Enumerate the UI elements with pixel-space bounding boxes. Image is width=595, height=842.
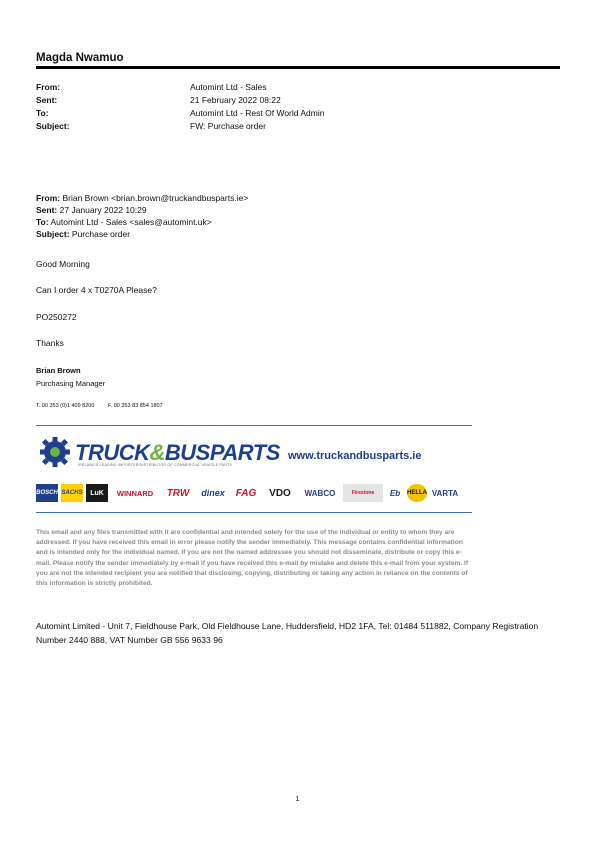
header-to-label: To:: [36, 108, 49, 118]
body-request: Can I order 4 x T0270A Please?: [36, 285, 157, 295]
brand-logo-fag: FAG: [235, 487, 257, 499]
logo-tagline: IRELAND'S LEADING IMPORTER/DISTRIBUTOR OF COMMERCIAL VEHICLE PARTS: [78, 463, 233, 467]
logo-ampersand: &: [149, 440, 165, 465]
brand-logo-trw: TRW: [166, 487, 190, 499]
brand-logo-dinex: dinex: [201, 488, 225, 498]
brand-logo-wabco: WABCO: [304, 488, 336, 498]
forwarded-from-label: From:: [36, 193, 61, 203]
header-from-value: Automint Ltd - Sales: [190, 82, 267, 92]
brand-logo-eberspaecher: Eb: [389, 488, 401, 498]
logo-truck-text: TRUCK: [75, 440, 150, 465]
brand-logo-vdo: VDO: [269, 487, 291, 499]
brand-logo-sachs: SACHS: [61, 484, 83, 502]
brand-logo-hella: HELLA: [407, 484, 427, 502]
banner-top-rule: [36, 425, 472, 426]
body-greeting: Good Morning: [36, 259, 90, 269]
signature-title: Purchasing Manager: [36, 379, 106, 388]
header-from-label: From:: [36, 82, 61, 92]
body-thanks: Thanks: [36, 338, 64, 348]
forwarded-subject-value: Purchase order: [71, 229, 131, 239]
forwarded-from-value[interactable]: Brian Brown <brian.brown@truckandbusparts.ie>: [62, 193, 249, 203]
forwarded-sent: [36, 205, 147, 215]
gear-logo-icon: [38, 435, 72, 469]
brand-logo-luk: LuK: [86, 484, 108, 502]
header-subject-value: FW: Purchase order: [190, 121, 266, 131]
header-rule: [36, 66, 560, 69]
forwarded-sent-label: Sent:: [36, 205, 58, 215]
forwarded-to-value[interactable]: Automint Ltd - Sales <sales@automint.uk>: [50, 217, 212, 227]
banner-bottom-rule: [36, 512, 472, 513]
body-po-number: PO250272: [36, 312, 77, 322]
signature-fax: F. 00 353 83 854 1807: [107, 403, 163, 409]
company-address: Automint Limited - Unit 7, Fieldhouse Park, Old Fieldhouse Lane, Huddersfield, HD2 1FA, Tel: 01484 511882, Company Registration Number 2440 888, VAT Number GB 556 9633 96: [36, 621, 539, 645]
signature-name: Brian Brown: [36, 366, 81, 375]
confidentiality-disclaimer: This email and any files transmitted with it are confidential and intended solely for the use of the individual or entity to whom they are addressed. If you have received this email in error please notify the sender immediately. This message contains confidential information and is intended only for the individual named. If you are not the named addressee you should not disseminate, distribute or copy this e-mail. Please notify the sender immediately by e-mail if you have received this e-mail by mistake and delete this e-mail from your system. If you are not the intended recipient you are notified that disclosing, copying, distributing or taking any action in reliance on the contents of this information is strictly prohibited.: [36, 529, 469, 588]
forwarded-subject-label: Subject:: [36, 229, 70, 239]
forwarded-from: [36, 193, 248, 203]
page-number: 1: [295, 796, 300, 803]
header-sent-label: Sent:: [36, 95, 58, 105]
forwarded-to: [36, 217, 212, 227]
brand-logo-bosch: BOSCH: [36, 484, 58, 502]
website-link[interactable]: www.truckandbusparts.ie: [288, 450, 422, 462]
forwarded-sent-value: 27 January 2022 10:29: [59, 205, 147, 215]
mailbox-owner-name: Magda Nwamuo: [36, 52, 124, 64]
logo-bus-text: BUSPARTS: [164, 440, 280, 465]
header-subject-label: Subject:: [36, 121, 70, 131]
brand-logo-winnard: WINNARD: [116, 488, 154, 498]
forwarded-subject: [36, 229, 130, 239]
brand-logo-firestone: Firestone: [343, 484, 383, 502]
signature-phone[interactable]: T. 00 353 (0)1 409 8200: [36, 403, 95, 409]
brand-logo-strip: [36, 483, 472, 503]
brand-logo-varta: VARTA: [431, 488, 459, 498]
header-sent-value: 21 February 2022 08:22: [190, 95, 281, 105]
forwarded-to-label: To:: [36, 217, 49, 227]
header-to-value: Automint Ltd - Rest Of World Admin: [190, 108, 325, 118]
signature-phones: [36, 403, 175, 409]
